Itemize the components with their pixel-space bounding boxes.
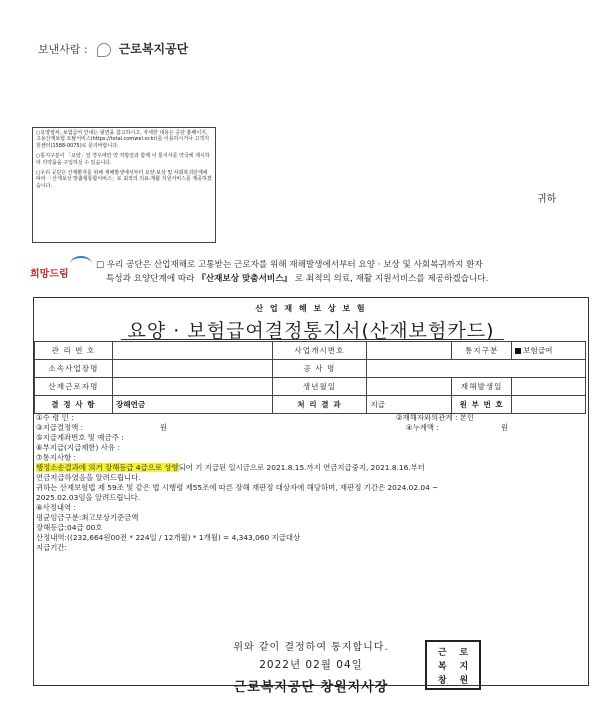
- birth-value: [367, 378, 452, 396]
- notice-paragraph-3: ○우리 공단은 산재환자를 위해 재해발생에서부터 요양·보상 및 사회복귀단계에 따라 「산재보상 맞춤형통합서비스」로 최적의 의료·재활 지원서비스를 제공하겠습니다.: [36, 170, 212, 189]
- decision-details: [36, 413, 586, 553]
- detail-row: 장해등급:04급 00호: [36, 523, 103, 532]
- notice-paragraph-1: ○요양절차, 보험급여 안내는 뒷면을 참고하시고, 자세한 내용은 공단 홈페이지, 고용산재보험 토탈서비스(https://total.comwel.or.kr)를 이용하시거나 고객지원센터(1588-0075)로 문의바랍니다.: [36, 130, 210, 149]
- accident-date-value: [512, 378, 586, 396]
- construction-value: [367, 360, 586, 378]
- notice-type-label: 통지구분: [452, 342, 512, 360]
- accident-date-label: 재해발생일: [452, 378, 512, 396]
- detail-row: ⑥부지급(지급제한) 사유 :: [36, 443, 120, 452]
- detail-row: 2025.02.03임을 알려드립니다.: [36, 493, 141, 502]
- seal-char: 로: [459, 647, 469, 658]
- detail-row: ⑤지급계좌번호 및 예금주 :: [36, 433, 124, 442]
- title-underline: [121, 339, 504, 340]
- cumulative-item: ④누계액 :: [406, 423, 439, 432]
- table-row: [35, 342, 586, 360]
- seal-char: 근: [437, 647, 447, 658]
- workplace-label: 소속사업장명: [35, 360, 113, 378]
- amount-item: ③지급결정액 :: [36, 423, 84, 432]
- detail-row: ⑧사정내역 :: [36, 503, 77, 512]
- sender-org: 근로복지공단: [118, 42, 189, 56]
- sender-label: 보낸사람 :: [38, 43, 88, 56]
- issuer-name: 근로복지공단 창원지사장: [233, 680, 389, 695]
- table-row: [35, 360, 586, 378]
- intro-line-1: □ 우리 공단은 산업재해로 고통받는 근로자를 위해 재해발생에서부터 요양 · 보상 및 사회복귀까지 환자: [96, 260, 483, 270]
- detail-row: 산정내역:((232,664원00전 * 224일 / 12개월) * 1개월) = 4,343,060 지급대상: [36, 533, 301, 542]
- seal-char: 창: [437, 675, 447, 686]
- sender-line: [38, 40, 188, 57]
- highlighted-text: 행정소송결과에 의거 장해등급 4급으로 상향: [36, 463, 179, 472]
- hope-dream-logo-text: 희망드림: [30, 269, 69, 280]
- seal-char: 지: [459, 661, 469, 672]
- manage-no-value: [112, 342, 272, 360]
- notice-type-value: 보험급여: [523, 346, 553, 355]
- intro-line-2a: 특성과 요양단계에 따라: [106, 274, 198, 284]
- guidance-notice-box: [32, 127, 216, 243]
- detail-row: 지급기간:: [36, 543, 68, 552]
- intro-line-2c: 로 최적의 의료, 재활 지원서비스를 제공하겠습니다.: [292, 274, 489, 284]
- checked-box-icon: [515, 348, 521, 354]
- logo-swoosh-icon: [70, 256, 92, 272]
- seal-char: 복: [437, 661, 447, 672]
- recipient-item: ①수 령 인 :: [36, 413, 74, 422]
- form-title: 요양 · 보험급여결정통지서(산재보험카드): [127, 320, 495, 342]
- table-row: [35, 396, 586, 414]
- detail-row: [36, 413, 586, 423]
- detail-row: [36, 423, 586, 433]
- business-reg-label: 사업개시번호: [272, 342, 367, 360]
- notice-continuation: 되어 기 지급된 일시금으로 2021.8.15.까지 연금지급중지, 2021.8.16.부터: [178, 463, 425, 472]
- notice-paragraph-2: ○통지구분이 「요양」일 경우에만 약 처방전과 함께 이 통지서를 약국에 제시하여 의약품을 구입하실 수 있습니다.: [36, 153, 210, 166]
- form-subtitle: 산 업 재 해 보 상 보 험: [255, 304, 367, 313]
- result-label: 처 리 결 과: [272, 396, 367, 414]
- workplace-value: [112, 360, 272, 378]
- cumulative-unit: 원: [501, 423, 509, 432]
- construction-label: 공 사 명: [272, 360, 367, 378]
- detail-row: 평균임금구분:최고보상기준금액: [36, 513, 139, 522]
- decision-item-value: 장해연금: [112, 396, 272, 414]
- intro-line-2: [96, 272, 586, 286]
- intro-service-name: 『산재보상 맞춤서비스』: [197, 274, 293, 284]
- hope-dream-logo: [30, 262, 92, 284]
- seal-char: 원: [459, 675, 469, 686]
- form-info-table: [34, 341, 586, 414]
- worker-name-value: [112, 378, 272, 396]
- business-reg-value: [367, 342, 452, 360]
- recipient-suffix: 귀하: [537, 194, 557, 205]
- comwel-logo-icon: [97, 43, 111, 57]
- detail-row: 귀하는 산재보험법 제 59조 및 같은 법 시행령 제55조에 따른 장해 재판정 대상자에 해당하며, 재판정 기간은 2024.02.04 ~: [36, 483, 439, 492]
- detail-row: [36, 463, 586, 473]
- amount-unit: 원: [160, 423, 168, 432]
- detail-row: ⑦통지사항 :: [36, 453, 77, 462]
- manage-no-label: 관 리 번 호: [35, 342, 113, 360]
- intro-paragraph: [96, 258, 586, 286]
- issue-date: 2022년 02월 04일: [259, 659, 363, 671]
- birth-label: 생년월일: [272, 378, 367, 396]
- worker-name-label: 산재근로자명: [35, 378, 113, 396]
- receipt-no-label: 원 부 번 호: [452, 396, 512, 414]
- table-row: [35, 378, 586, 396]
- detail-row: 연금지급하였음을 알려드립니다.: [36, 473, 141, 482]
- receipt-no-value: [512, 396, 586, 414]
- relation-item: ②재해자와의관계 : 본인: [396, 413, 475, 422]
- decision-item-label: 결 정 사 항: [35, 396, 113, 414]
- closing-sentence: 위와 같이 결정하여 통지합니다.: [233, 642, 389, 653]
- official-seal-stamp: [425, 640, 481, 690]
- result-value: 지급: [367, 396, 452, 414]
- notice-type-cell: [512, 342, 586, 360]
